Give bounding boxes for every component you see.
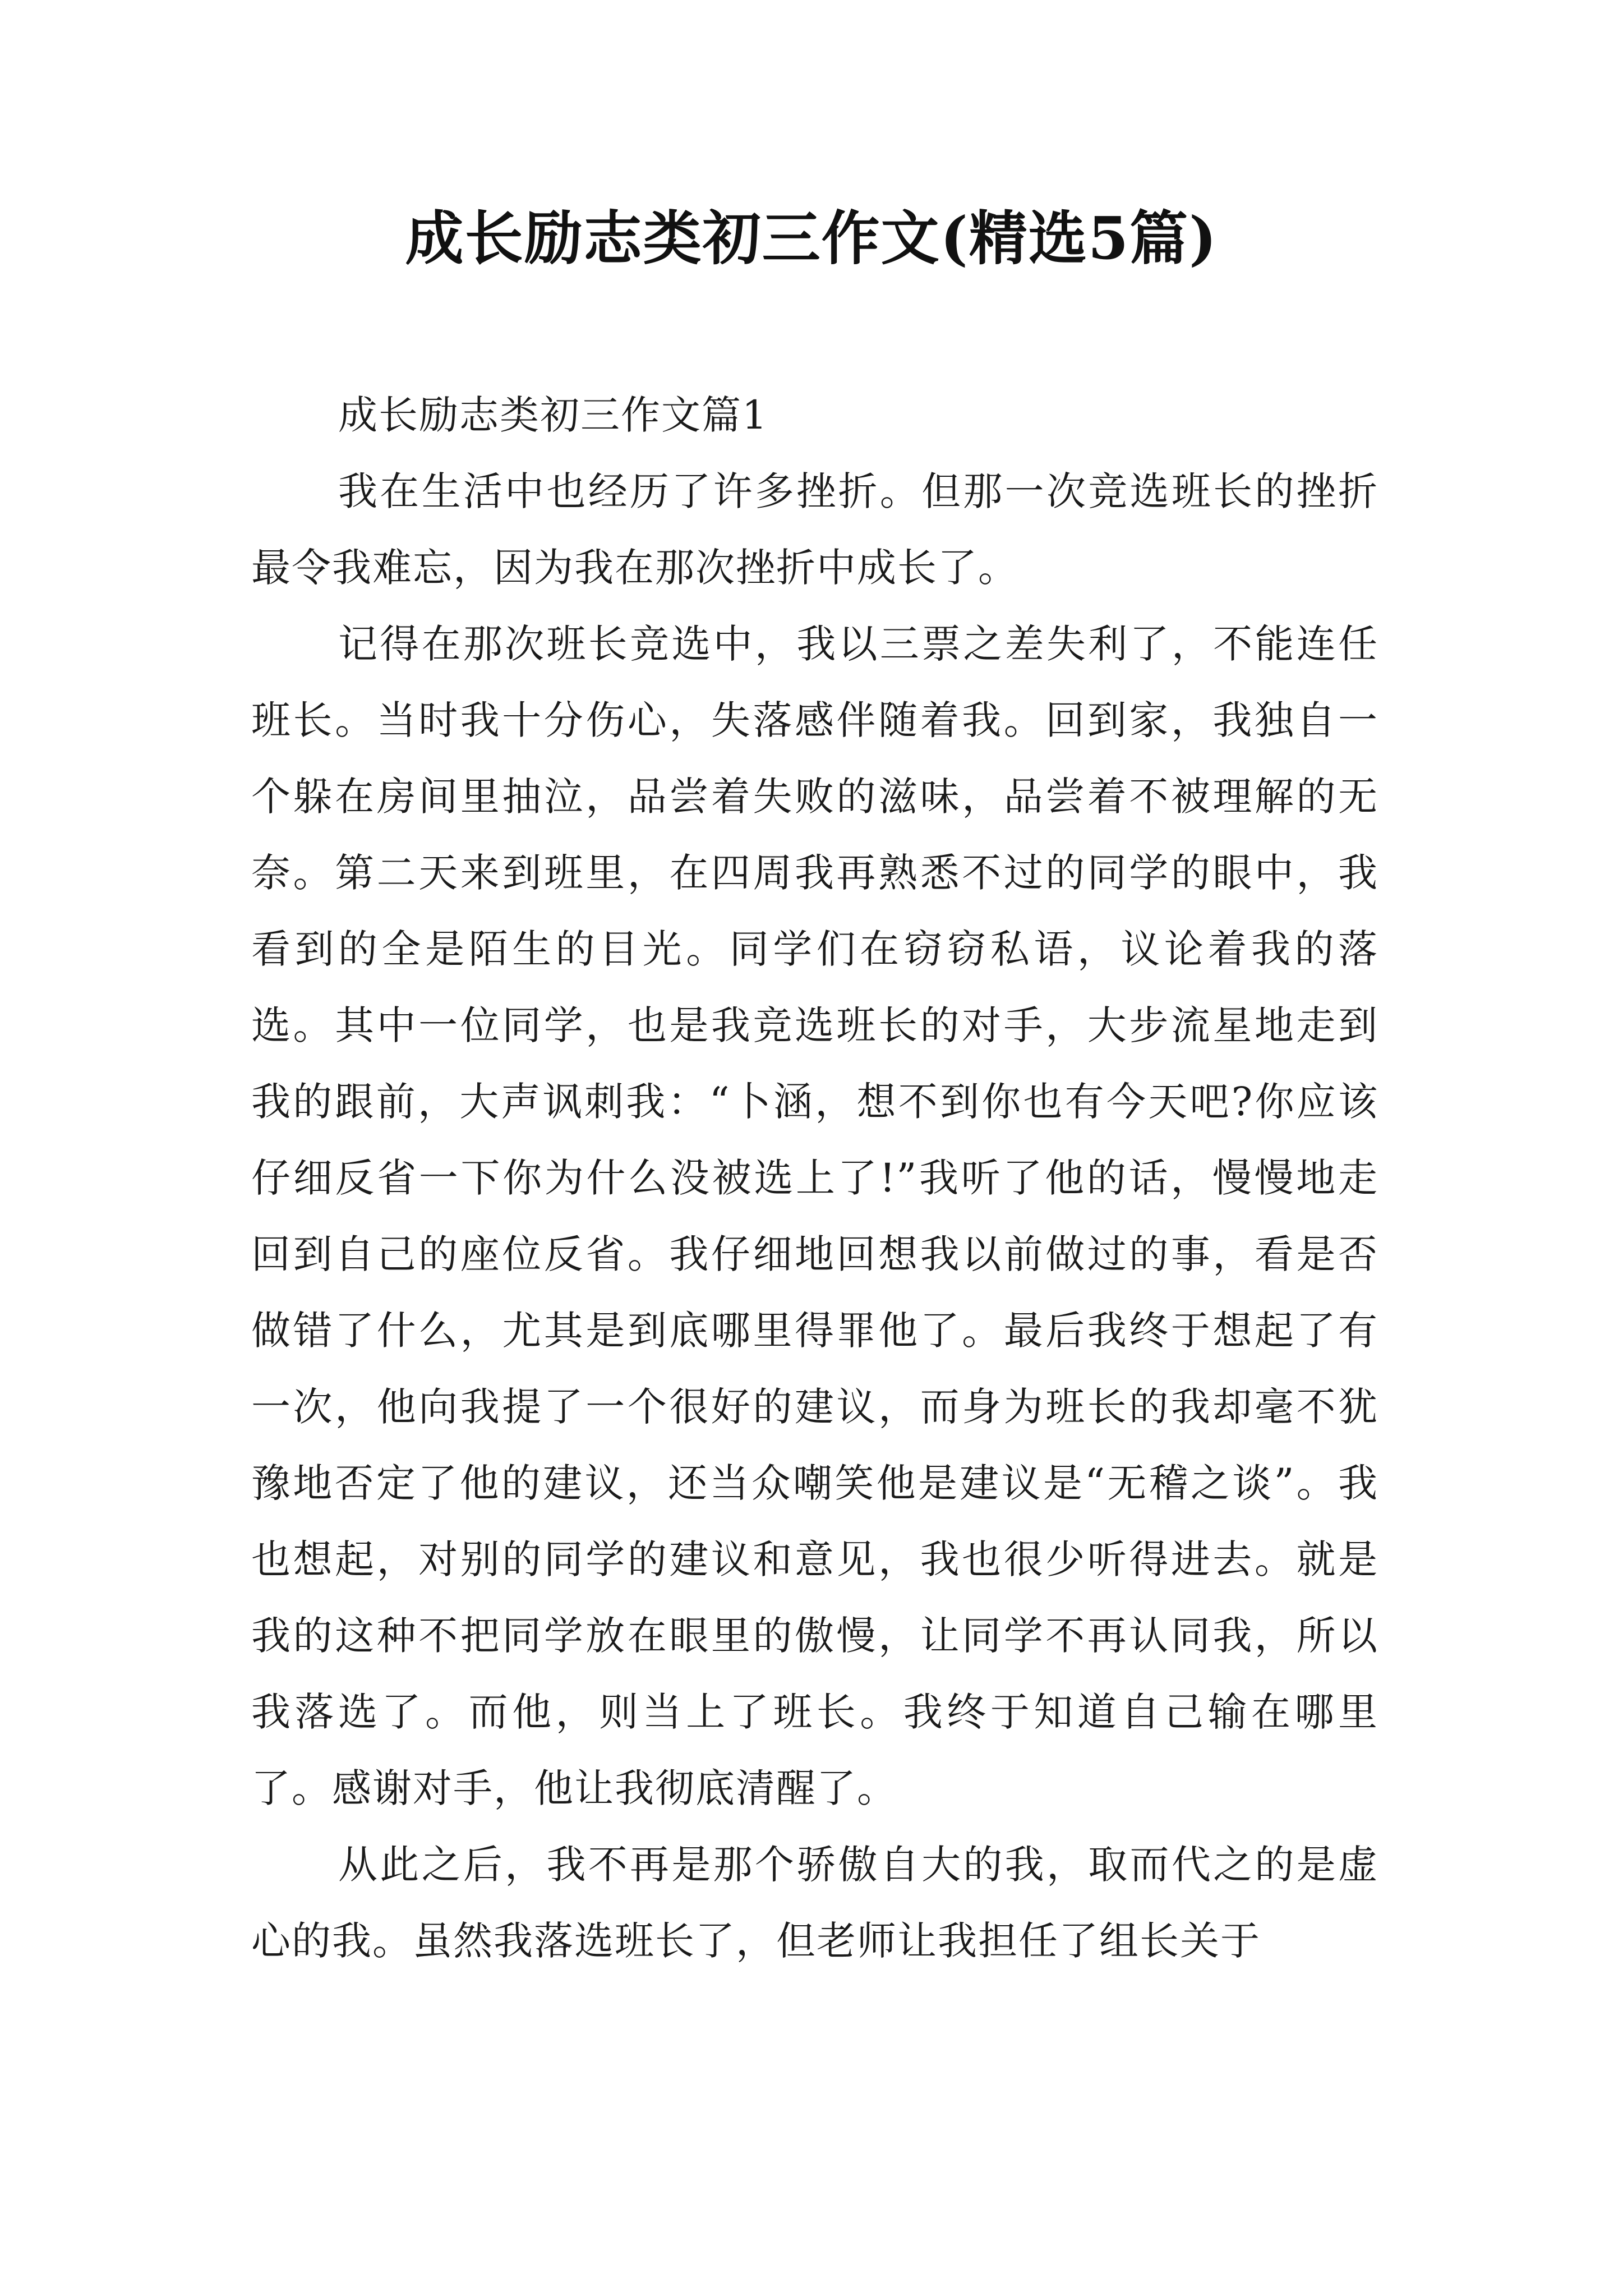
document-title: 成长励志类初三作文(精选5篇) [405, 204, 1218, 273]
paragraph-1: 我在生活中也经历了许多挫折。但那一次竞选班长的挫折最令我难忘，因为我在那次挫折中成长了。 [251, 468, 1378, 591]
paragraph-3: 从此之后，我不再是那个骄傲自大的我，取而代之的是虚心的我。虽然我落选班长了，但老师让我担任了组长关于 [251, 1842, 1378, 1964]
section-heading: 成长励志类初三作文篇1 [338, 392, 768, 438]
paragraph-2: 记得在那次班长竞选中，我以三票之差失利了，不能连任班长。当时我十分伤心，失落感伴随着我。回到家，我独自一个躲在房间里抽泣，品尝着失败的滋味，品尝着不被理解的无奈。第二天来到班里，在四周我再熟悉不过的同学的眼中，我看到的全是陌生的目光。同学们在窃窃私语，议论着我的落选。其中一位同学，也是我竞选班长的对手，大步流星地走到我的跟前，大声讽刺我：“卜涵，想不到你也有今天吧?你应该仔细反省一下你为什么没被选上了!”我听了他的话，慢慢地走回到自己的座位反省。我仔细地回想我以前做过的事，看是否做错了什么，尤其是到底哪里得罪他了。最后我终于想起了有一次，他向我提了一个很好的建议，而身为班长的我却毫不犹豫地否定了他的建议，还当众嘲笑他是建议是“无稽之谈”。我也想起，对别的同学的建议和意见，我也很少听得进去。就是我的这种不把同学放在眼里的傲慢，让同学不再认同我，所以我落选了。而他，则当上了班长。我终于知道自己输在哪里了。感谢对手，他让我彻底清醒了。 [251, 621, 1378, 1811]
document-body [251, 377, 1378, 1979]
